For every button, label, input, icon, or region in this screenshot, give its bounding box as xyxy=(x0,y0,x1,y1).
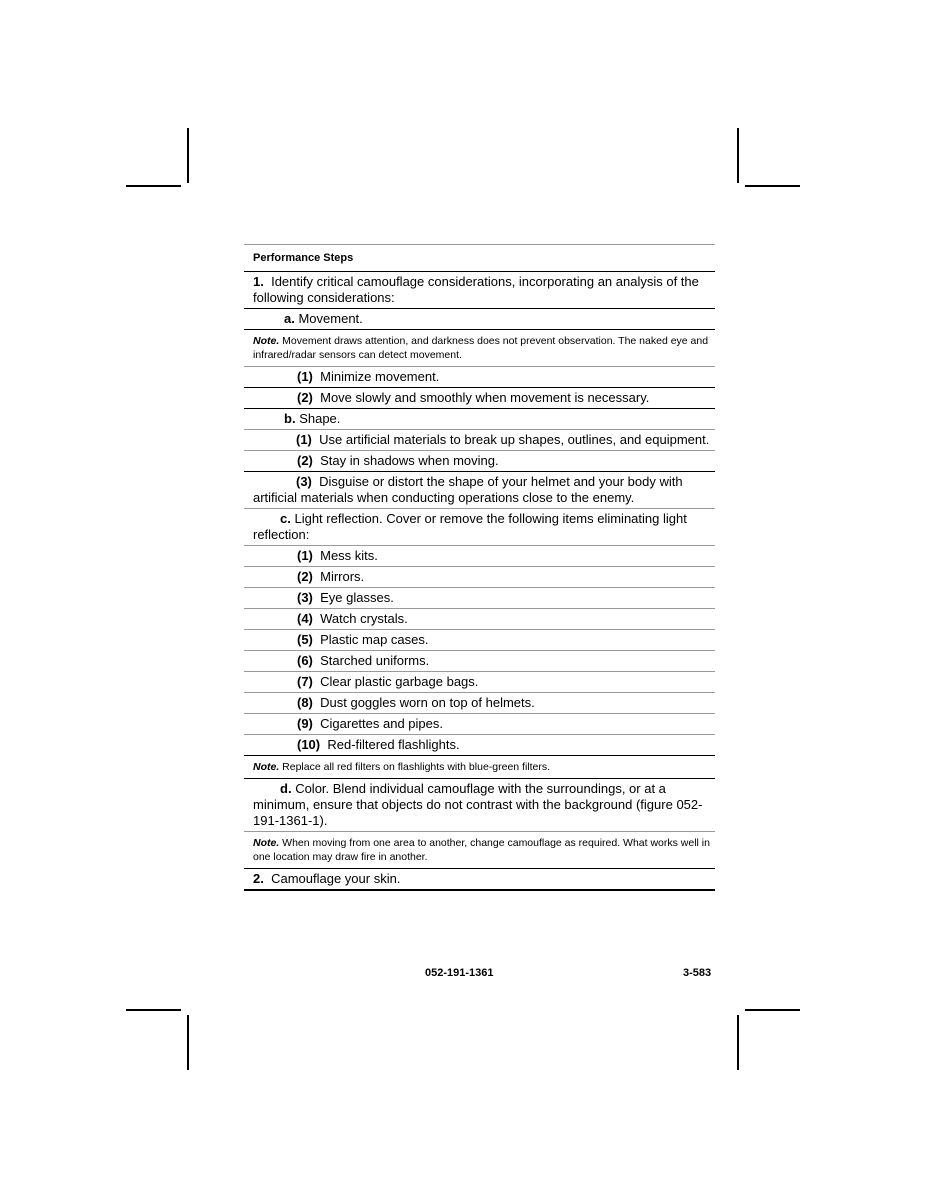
substep-b: b. Shape. xyxy=(244,408,715,429)
note-filters: Note. Replace all red filters on flashlights with blue-green filters. xyxy=(244,755,715,778)
page-number: 3-583 xyxy=(683,967,712,979)
step-1: 1. Identify critical camouflage considerations, incorporating an analysis of the following considerations: xyxy=(244,271,715,308)
list-item: (2) Mirrors. xyxy=(244,566,715,587)
task-number: 052-191-1361 xyxy=(425,967,494,979)
crop-mark xyxy=(187,1015,189,1070)
crop-mark xyxy=(737,128,739,183)
crop-mark xyxy=(187,128,189,183)
substep-a: a. Movement. xyxy=(244,308,715,329)
list-item: (4) Watch crystals. xyxy=(244,608,715,629)
list-item: (3) Disguise or distort the shape of your helmet and your body with artificial materials when conducting operations close to the enemy. xyxy=(244,471,715,508)
list-item: (2) Move slowly and smoothly when movement is necessary. xyxy=(244,387,715,408)
list-item: (3) Eye glasses. xyxy=(244,587,715,608)
crop-mark xyxy=(126,185,181,187)
list-item: (1) Mess kits. xyxy=(244,545,715,566)
list-item: (2) Stay in shadows when moving. xyxy=(244,450,715,471)
note-camouflage: Note. When moving from one area to another, change camouflage as required. What works well in one location may draw fire in another. xyxy=(244,831,715,868)
list-item: (5) Plastic map cases. xyxy=(244,629,715,650)
substep-d: d. Color. Blend individual camouflage with the surroundings, or at a minimum, ensure that objects do not contrast with the background (figure 052-191-1361-1). xyxy=(244,778,715,831)
table-header: Performance Steps xyxy=(244,244,715,271)
step-2: 2. Camouflage your skin. xyxy=(244,868,715,889)
list-item: (7) Clear plastic garbage bags. xyxy=(244,671,715,692)
list-item: (9) Cigarettes and pipes. xyxy=(244,713,715,734)
table-bottom-rule xyxy=(244,889,715,891)
note-movement: Note. Movement draws attention, and darkness does not prevent observation. The naked eye and infrared/radar sensors can detect movement. xyxy=(244,329,715,366)
crop-mark xyxy=(745,185,800,187)
crop-mark xyxy=(126,1009,181,1011)
substep-c: c. Light reflection. Cover or remove the following items eliminating light reflection: xyxy=(244,508,715,545)
list-item: (6) Starched uniforms. xyxy=(244,650,715,671)
performance-steps-table xyxy=(244,244,715,891)
crop-mark xyxy=(745,1009,800,1011)
list-item: (10) Red-filtered flashlights. xyxy=(244,734,715,755)
list-item: (1) Minimize movement. xyxy=(244,366,715,387)
list-item: (1) Use artificial materials to break up shapes, outlines, and equipment. xyxy=(244,429,715,450)
list-item: (8) Dust goggles worn on top of helmets. xyxy=(244,692,715,713)
crop-mark xyxy=(737,1015,739,1070)
